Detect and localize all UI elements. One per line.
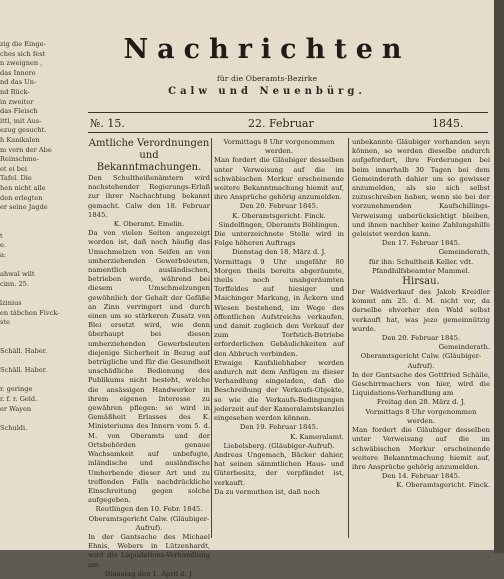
margin-line: r. geringe xyxy=(0,385,33,394)
masthead-places: Calw und Neuenbürg. xyxy=(168,86,366,97)
issue-number: №. 15. xyxy=(90,117,125,130)
margin-line: t xyxy=(0,231,3,240)
margin-line: zig die Einge- xyxy=(0,40,46,48)
issue-date: 22. Februar xyxy=(248,117,314,130)
article-paragraph: Oberamtsgericht Calw. (Gläubiger-Aufruf). xyxy=(360,352,482,370)
margin-line: er Wayen xyxy=(0,404,32,413)
article-paragraph: für ihn: Schultheiß Keller. vdt. Pfandhilfsbeamter Mammel. xyxy=(368,257,474,275)
article-paragraph: K. Oberamtsgericht. Finck. xyxy=(396,481,490,490)
header-rule-top xyxy=(88,112,488,113)
article-paragraph: K. Kameralamt. xyxy=(290,432,344,441)
masthead-title: Nachrichten xyxy=(123,34,411,65)
article-paragraph: Den Schultheißenämtern wird nachstehender Regierungs-Erlaß zur ihrer Nachachtung bekannt gemacht. Calw den 18. Februar 1845. xyxy=(88,174,210,219)
article-paragraph: Da von vielen Seiten angezeigt worden ist, daß noch häufig das Umschmelzen von Seifen an von umherziehenden Gewerbsleuten, namentlich ausländischen, betrieben werde, während bei diesem Umschmelzungen gewöhnlich der Gehalt der Gefäße an Zinn verringert und durch einen um so stärkeren Zusatz von Blei ersetzt wird, wie denn überhaupt bei diesen umherziehenden Gewerbsleuten diejenige Sicherheit in Bezug auf betrügliche und für die Gesundheit unschädliche Bedienung des Publikums nicht besteht, welche die ansässigen Handwerker in ihrem eigenen Interesse zu gewähren pflegen: so wird in Gemäßheit Erlasses des K. Ministeriums des Innern vom 5. d. M. von Oberamts und der Ortsbehörden genaue Wachsamkeit auf unbefugte, inländische und ausländische Umherbende dieser Art und zu treffenden Falls nachdrückliche Einschreitung gegen solche aufgegeben. xyxy=(88,229,210,505)
article-paragraph: Gemeinderath, xyxy=(438,248,490,257)
article-paragraph: Freitag den 28. März d. J. xyxy=(376,398,466,407)
margin-line: ittl, mit Aus- xyxy=(0,116,42,125)
margin-line: h Kanikalen xyxy=(0,135,40,144)
margin-line xyxy=(0,357,36,367)
article-paragraph: Man fordert die Gläubiger desselben unter Verweisung auf die im schwäbischen Merkur erscheinende weitere Bekanntmachung hiemit auf, ihre Ansprüche gehörig anzumelden. xyxy=(352,426,490,471)
article-paragraph: Den 19. Februar 1845. xyxy=(239,423,319,432)
article-paragraph: In der Gantsache des Gottfried Schäile, Geschirrmachers von hier, wird die Liquidations-Verhandlung am xyxy=(352,370,490,398)
margin-line: das Fleisch xyxy=(0,107,38,116)
margin-line xyxy=(0,337,36,347)
article-paragraph: Liebelsberg. (Gläubiger-Aufruf). xyxy=(223,441,335,450)
article-paragraph: In der Gantsache des Michael Ehnis, Webers in Lützenhardt, wird die Liquidations-Verhandlung am xyxy=(88,532,210,569)
margin-line: ezug gesucht. xyxy=(0,126,47,135)
article-paragraph: Hirsau. xyxy=(402,276,440,288)
margin-line: lzinius xyxy=(0,299,22,308)
margin-line: er seine Jagde xyxy=(0,203,48,212)
margin-line: et ei bei xyxy=(0,164,27,173)
issue-year: 1845. xyxy=(432,117,464,130)
margin-line: Schäll. Haber. xyxy=(0,366,48,375)
article-paragraph: Die unterzeichnete Stelle wird in Folge höheren Auftrags xyxy=(214,230,344,248)
margin-line: den erlegten xyxy=(0,193,43,202)
article-paragraph: Dienstag den 18. März d. J. xyxy=(232,248,326,257)
article-paragraph: Vormittags 8 Uhr vorgenommen werden. xyxy=(223,138,335,156)
article-paragraph: Sindelfingen, Oberamts Böblingen. xyxy=(218,220,340,229)
article-paragraph: Man fordert die Gläubiger desselben unter Verweisung auf die im schwäbischen Merkur erscheinende weitere Bekanntmachung hiemit auf, ihre Ansprüche gehörig anzumelden. xyxy=(214,156,344,202)
margin-line: nd das Un- xyxy=(0,78,37,87)
header-rule-bottom xyxy=(88,132,488,133)
margin-line: e. xyxy=(0,241,6,250)
margin-line xyxy=(0,328,36,338)
article-paragraph: Der Waldverkauf des Jakob Kreidler kommt am 25. d. M. nicht vor, da derselbe ehvorher den Wald selbst verkauft hat, was jezo gemeinnützig wurde. xyxy=(352,288,490,333)
left-margin-text xyxy=(0,40,60,550)
column-3 xyxy=(352,138,490,491)
article-paragraph: Vormittags 8 Uhr vorgenommen werden. xyxy=(365,407,477,425)
margin-line xyxy=(0,222,36,232)
margin-line: nd Rück- xyxy=(0,87,30,96)
margin-line: hen nicht alle xyxy=(0,183,46,192)
margin-line: Tafel. Die xyxy=(0,174,32,183)
margin-line: Reinschme- xyxy=(0,155,39,164)
margin-line: Schäll. Haber. xyxy=(0,347,48,355)
margin-line xyxy=(0,414,36,424)
column-divider xyxy=(348,138,349,538)
article-paragraph: Amtliche Verordnungen und Bekanntmachungen. xyxy=(88,138,210,173)
article-paragraph: unbekannte Gläubiger vorhanden seyn können, so werden dieselbe andurch aufgefordert, ihre Forderungen bei beim innerhalb 30 Tagen bei dem Gemeinderath dahier um so gewisser anzumelden, als sie sich selbst zuzuschreiben haben, wenn sie bei der vorzunehmenden Kaufschillings-Verweisung unberücksichtigt bleiben, und ihnen nachher keine Zahlungshilfe geleistet werden kann. xyxy=(352,138,490,239)
article-paragraph: Den 20. Februar 1845. xyxy=(381,334,461,343)
article-paragraph: Da zu vermuthen ist, daß noch xyxy=(214,487,320,496)
page-binding xyxy=(494,0,504,553)
margin-line xyxy=(0,261,36,271)
article-paragraph: Gemeinderath. xyxy=(438,343,490,352)
margin-line: ches sich fest xyxy=(0,49,46,58)
article-paragraph: Dienstag den 1. April d. J. xyxy=(104,569,194,578)
margin-line: in zweiter xyxy=(0,97,34,106)
margin-line: r. f. r. Geld. xyxy=(0,394,38,403)
margin-line: m vern der Abe xyxy=(0,145,52,154)
article-paragraph: Den 20. Februar 1845. xyxy=(239,202,319,211)
margin-line: a: xyxy=(0,251,7,260)
margin-line: ste xyxy=(0,318,10,327)
margin-line: ahwal wilt xyxy=(0,270,35,279)
margin-line: das Innere xyxy=(0,68,36,77)
margin-line xyxy=(0,376,36,386)
column-1 xyxy=(88,138,210,579)
margin-line xyxy=(0,289,36,299)
margin-line: n zweignen , xyxy=(0,59,43,68)
article-paragraph: K. Oberamt. Emelin. xyxy=(113,220,185,229)
article-paragraph: Etwaige Kaufsliebhaber werden andurch mit dem Anfügen zu dieser Verhandlung eingeladen, daß die Beschreibung der Verkaufs-Objekte, so wie die Verkaufs-Bedingungen jederzeit auf der Kameralamtskanzlei eingesehen werden können. xyxy=(214,358,344,423)
column-divider xyxy=(211,138,212,538)
margin-line: en täbchen Fivck- xyxy=(0,308,60,317)
margin-line: cinn. 25. xyxy=(0,279,29,288)
article-paragraph: Andreas Ungemach, Bäcker dahier, hat seinen sämmtlichen Haus- und Güterbesitz, der verpfändet ist, verkauft. xyxy=(214,450,344,487)
masthead-subtitle: für die Oberamts-Bezirke xyxy=(216,74,318,83)
margin-line xyxy=(0,213,36,223)
article-paragraph: Oberamtsgericht Calw. (Gläubiger-Aufruf). xyxy=(88,514,210,532)
article-paragraph: K. Oberamtsgericht. Finck. xyxy=(232,211,326,220)
article-paragraph: Den 14. Februar 1845. xyxy=(381,472,461,481)
column-2 xyxy=(214,138,344,497)
article-paragraph: Den 17. Februar 1845. xyxy=(381,239,461,248)
article-paragraph: Reutlingen den 10. Febr. 1845. xyxy=(95,505,203,514)
margin-line: Schuldi. xyxy=(0,423,28,432)
article-paragraph: Vormittags 9 Uhr ungefähr 80 Morgen theils bereits abgeräumte, theils noch unabgeräumten Torffeldes auf hiesiger und Maichinger Markung, in Äckern und Wiesen bestehend, im Wege des öffentlichen Aufstreichs verkaufen, und damit zugleich den Verkauf der zum Torfstich-Betriebe erforderlichen Gebäulichkeiten auf den Abbruch verbinden. xyxy=(214,257,344,358)
